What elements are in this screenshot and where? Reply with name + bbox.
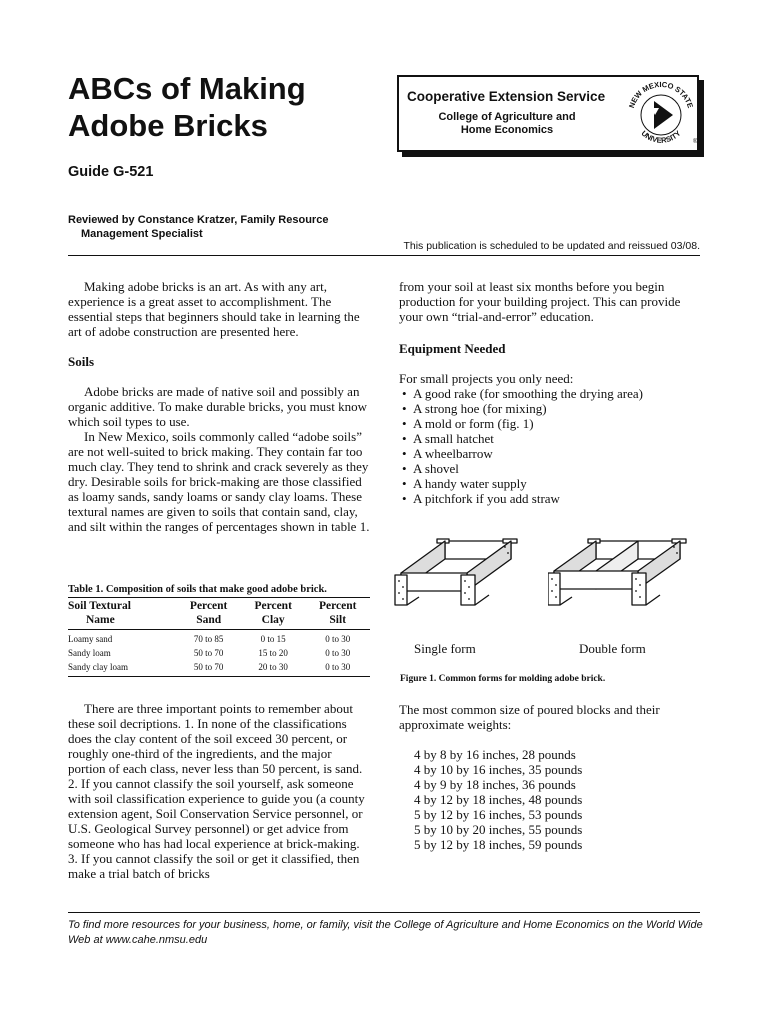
intro-paragraph: Making adobe bricks is an art. As with any art, experience is a great asset to accomplishment. The essential steps that beginners should take in learning the art of adobe construction are presented here. xyxy=(68,279,360,339)
footer-rule xyxy=(68,912,700,913)
table-header: Percent Sand xyxy=(189,600,228,626)
list-item: 4 by 10 by 16 inches, 35 pounds xyxy=(414,762,583,777)
single-form-illustration xyxy=(393,535,523,620)
left-column xyxy=(68,279,370,534)
list-item: 4 by 8 by 16 inches, 28 pounds xyxy=(414,747,576,762)
nmsu-seal-icon xyxy=(621,71,701,156)
page-title xyxy=(68,70,368,144)
table-header: Soil Textural Name xyxy=(68,600,131,626)
service-name: Cooperative Extension Service xyxy=(407,89,606,104)
reviewer-line-2: Management Specialist xyxy=(81,228,203,240)
list-item: 4 by 12 by 18 inches, 48 pounds xyxy=(414,792,583,807)
right-column xyxy=(399,279,701,506)
footer-text: To find more resources for your business, home, or family, visit the College of Agriculture and Home Economics on the World Wide Web at www.cahe.nmsu.edu xyxy=(68,919,703,946)
table-header: Percent Silt xyxy=(318,600,357,626)
title-line-2: Adobe Bricks xyxy=(68,108,268,143)
list-item: • A good rake (for smoothing the drying area) xyxy=(399,386,701,401)
equipment-list xyxy=(399,386,701,506)
table-caption: Table 1. Composition of soils that make good adobe brick. xyxy=(68,584,327,595)
list-item: • A pitchfork if you add straw xyxy=(399,491,701,506)
table-row: Loamy sand 70 to 85 0 to 15 0 to 30 xyxy=(68,630,370,648)
list-item: • A small hatchet xyxy=(399,431,701,446)
college-line-2: Home Economics xyxy=(460,123,554,136)
weights-list xyxy=(399,747,701,852)
weights-section xyxy=(399,702,701,852)
list-item: 5 by 10 by 20 inches, 55 pounds xyxy=(414,822,583,837)
college-line-1: College of Agriculture and xyxy=(438,111,576,123)
table-row: Sandy clay loam 50 to 70 20 to 30 0 to 30 xyxy=(68,661,370,677)
continuation-paragraph: from your soil at least six months before you begin production for your building project. This can provide your own “trial-and-error” education. xyxy=(399,279,681,324)
college-name xyxy=(407,111,607,136)
list-item: 5 by 12 by 18 inches, 59 pounds xyxy=(414,837,583,852)
list-item: 4 by 9 by 18 inches, 36 pounds xyxy=(414,777,576,792)
guide-number: Guide G-521 xyxy=(68,164,154,180)
reviewer-line-1: Reviewed by Constance Kratzer, Family Resource xyxy=(68,214,329,226)
seal-triangle xyxy=(654,101,673,129)
list-item: • A handy water supply xyxy=(399,476,701,491)
svg-text:NEW MEXICO STATE: NEW MEXICO STATE xyxy=(626,79,696,110)
list-item: 5 by 12 by 16 inches, 53 pounds xyxy=(414,807,583,822)
figure-caption: Figure 1. Common forms for molding adobe brick. xyxy=(400,674,606,684)
soil-composition-table xyxy=(68,584,370,677)
extension-logo xyxy=(397,75,699,152)
soils-paragraph-1: Adobe bricks are made of native soil and possibly an organic additive. To make durable bricks, you must know which soil types to use. xyxy=(68,384,367,429)
title-line-1: ABCs of Making xyxy=(68,71,306,106)
equipment-intro: For small projects you only need: xyxy=(399,371,574,386)
single-form-label: Single form xyxy=(414,641,476,656)
table-row: Sandy loam 50 to 70 15 to 20 0 to 30 xyxy=(68,648,351,658)
list-item: • A strong hoe (for mixing) xyxy=(399,401,701,416)
header-rule xyxy=(68,255,700,256)
equipment-heading: Equipment Needed xyxy=(399,341,506,356)
update-notice: This publication is scheduled to be updated and reissued 03/08. xyxy=(403,240,700,252)
double-form-label: Double form xyxy=(579,641,646,656)
soils-heading: Soils xyxy=(68,354,95,369)
svg-text:UNIVERSITY: UNIVERSITY xyxy=(639,128,683,145)
list-item: • A shovel xyxy=(399,461,701,476)
soils-paragraph-2: In New Mexico, soils commonly called “adobe soils” are not well-suited to brick making. They contain far too much clay. They tend to shrink and crack severely as they dry. Desirable soils for brick-making are those classified as loamy sands, sandy loams or sandy clay loams. These textural names are given to soils that contain sand, clay, and silt within the ranges of percentages shown in table 1. xyxy=(68,429,370,534)
list-item: • A wheelbarrow xyxy=(399,446,701,461)
double-form-illustration xyxy=(548,535,693,620)
soil-points-paragraph: There are three important points to remember about these soil decriptions. 1. In none of the classifications does the clay content of the soil exceed 30 percent, or roughly one-third of the ingredients, and the major portion of each class, never less than 50 percent, is sand. 2. If you cannot classify the soil yourself, ask someone with soil classification experience to guide you (a county extension agent, Soil Conservation Service personnel, or U.S. Geological Survey personnel) or get advice from someone who has had local experience at brick-making. 3. If you cannot classify the soil or get it classified, then make a trial batch of bricks xyxy=(68,701,365,881)
reviewer-credit xyxy=(68,213,388,241)
list-item: • A mold or form (fig. 1) xyxy=(399,416,701,431)
weights-intro: The most common size of poured blocks and their approximate weights: xyxy=(399,702,660,732)
table-header: Percent Clay xyxy=(254,600,292,626)
registered-mark: ® xyxy=(693,139,698,145)
